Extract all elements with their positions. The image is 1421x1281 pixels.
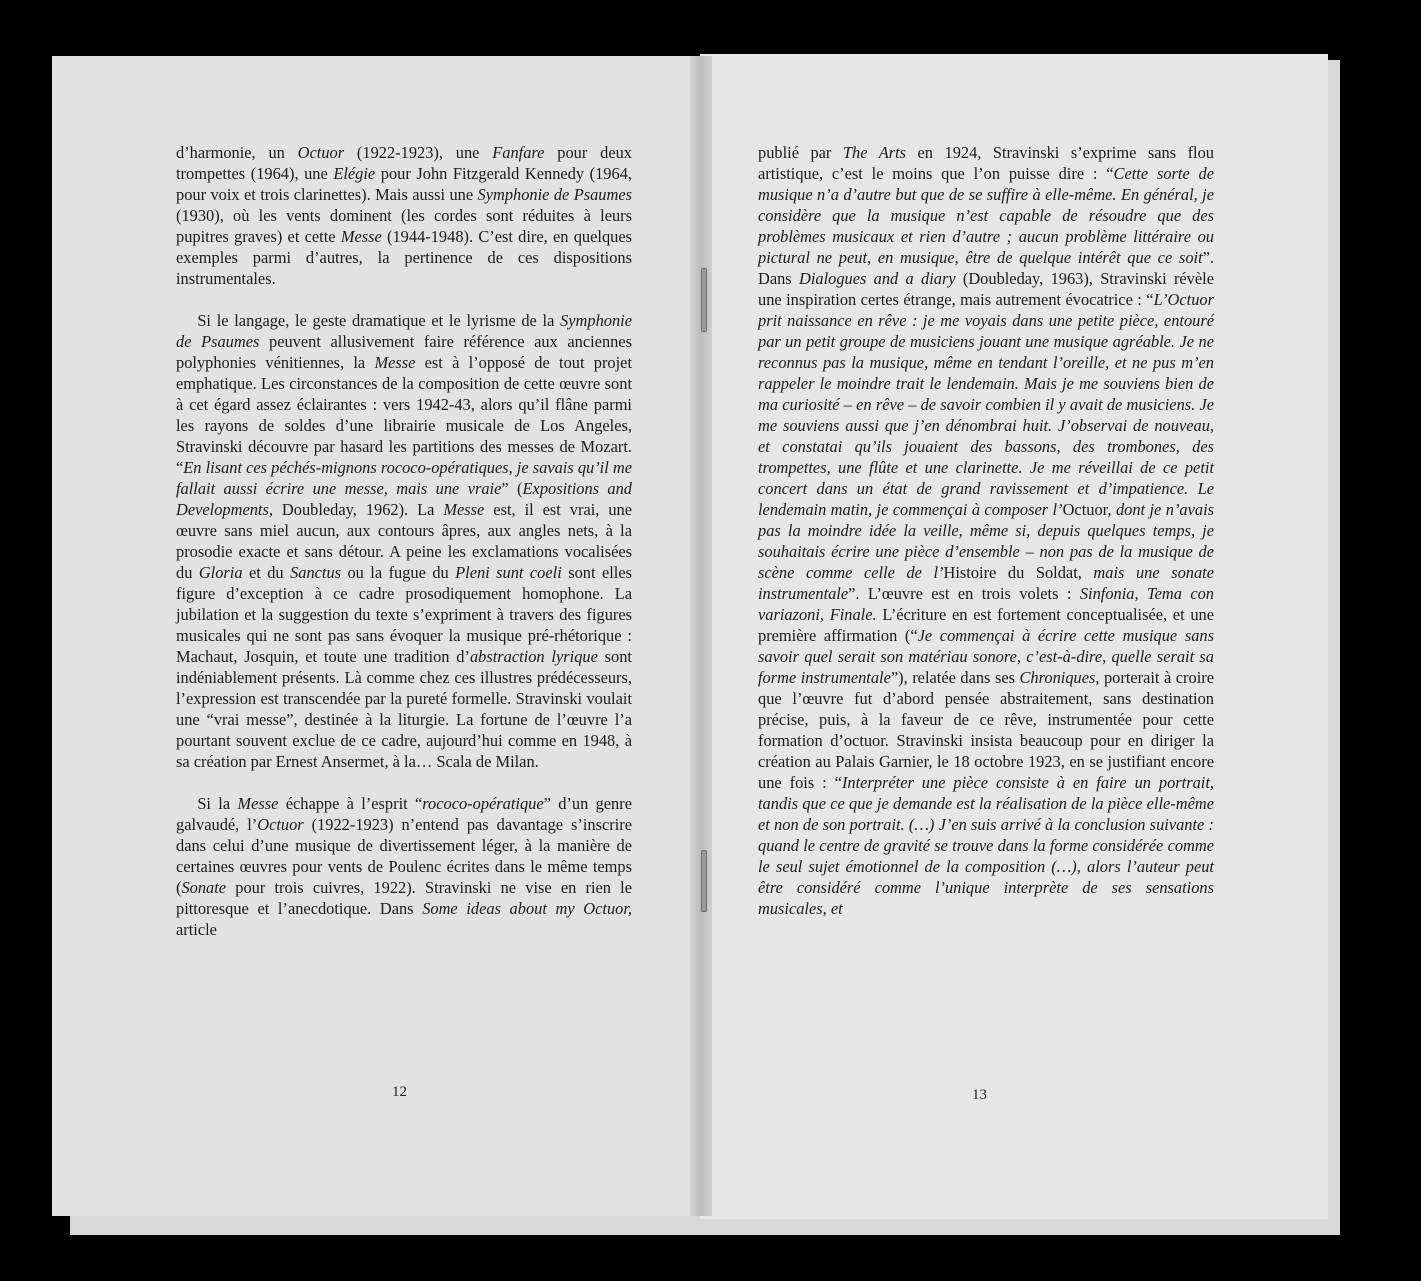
italic-run: abstraction lyrique (469, 647, 598, 666)
text-run: pour trois cuivres, 1922). Stravinski ne vise en rien le pittoresque et l’anecdotique. Dans (176, 878, 632, 918)
italic-run: Octuor (297, 143, 345, 162)
text-run: Si le langage, le geste dramatique et le lyrisme de la (197, 311, 561, 330)
italic-run: L’Octuor prit naissance en rêve : je me voyais dans une petite pièce, entouré par un petit groupe de musiciens jouant une musique agréable. Je ne reconnus pas la musique, même en tendant l’oreille, et ne pus m’en rappeler le moindre trait le lendemain. Mais je me souviens bien de ma curiosité – en rêve – de savoir combien il y avait de musiciens. Je me souviens aussi que j’en dénombrai huit. J’observai de nouveau, et constatai qu’ils jouaient des bassons, des trombones, des trompettes, une flûte et une clarinette. Je me réveillai de ce petit concert dans un état de grand ravissement et d’impatience. Le lendemain matin, je commençai à composer l’ (758, 290, 1214, 519)
text-run: (Doubleday, 1963), Stravinski révèle une inspiration certes étrange, mais autrement évocatrice : “ (758, 269, 1214, 309)
text-run: est, il est vrai, une œuvre sans miel aucun, aux contours âpres, aux angles nets, à la prosodie exacte et sans détour. A peine les exclamations vocalisées du (176, 500, 633, 582)
text-run: (1930), où les vents dominent (les cordes sont réduites à leurs pupitres graves) et cette (176, 206, 632, 246)
text-run: L’écriture en est fortement conceptualisée, et une première affirmation (“ (758, 605, 1214, 645)
italic-run: Sanctus (290, 563, 342, 582)
text-run: ” ( (501, 479, 523, 498)
right-paragraph-1 (758, 142, 1214, 919)
italic-run: Some ideas about my Octuor, (422, 899, 632, 918)
italic-run: Messe (374, 353, 416, 372)
left-page-text (176, 142, 632, 940)
italic-run: Chroniques, (1019, 668, 1100, 687)
text-run: Histoire du Soldat, (943, 563, 1082, 582)
text-run: et du (242, 563, 291, 582)
text-run: Octuor, (1062, 500, 1112, 519)
text-run: (1922-1923) n’entend pas davantage s’inscrire dans celui d’une musique de divertissement léger, à la manière de certaines œuvres pour vents de Poulenc écrites dans le même temps ( (176, 815, 632, 897)
text-run: sont indéniablement présents. Là comme chez ces illustres prédécesseurs, l’expression est transcendée par la pureté formelle. Stravinski voulait une “vrai messe”, destinée à la liturgie. La fortune de l’œuvre l’a pourtant souvent exclue de ce cadre, aujourd’hui comme en 1948, à sa création par Ernest Ansermet, à la… Scala de Milan. (176, 647, 632, 771)
italic-run: Gloria (198, 563, 243, 582)
text-run: ”), relatée dans ses (890, 668, 1020, 687)
italic-run: Cette sorte de musique n’a d’autre but que de se suffire à elle-même. En général, je considère que la musique n’est capable de résoudre que des problèmes musicaux et rien d’autre ; aucun problème littéraire ou pictural ne peut, en musique, être de quelque intérêt que ce soit (758, 164, 1214, 267)
left-paragraph-3 (176, 793, 632, 940)
text-run: ”. L’œuvre est en trois volets : (848, 584, 1080, 603)
text-run: (1922-1923), une (344, 143, 493, 162)
text-run: pour deux trompettes (1964), une (176, 143, 633, 183)
italic-run: Dialogues and a diary (798, 269, 956, 288)
text-run: échappe à l’esprit “ (278, 794, 423, 813)
italic-run: rococo-opératique (422, 794, 544, 813)
italic-run: mais une sonate instrumentale (758, 563, 1214, 603)
italic-run: En lisant ces péchés-mignons rococo-opératiques, je savais qu’il me fallait aussi écrire une messe, mais une vraie (176, 458, 632, 498)
italic-run: Sinfonia, Tema con variazoni, Finale. (758, 584, 1215, 624)
italic-run: Interpréter une pièce consiste à en faire un portrait, tandis que ce que je demande est la réalisation de la pièce elle-même et non de son portrait. (…) J’en suis arrivé à la conclusion suivante : quand le centre de gravité se trouve dans la forme considérée comme le seul sujet émotionnel de la composition (…), alors l’auteur peut être considéré comme l’unique interprète de ses sensations musicales, et (758, 773, 1215, 918)
right-page-text (758, 142, 1214, 919)
italic-run: Symphonie de Psaumes (477, 185, 632, 204)
left-page (52, 56, 700, 1216)
book-gutter (690, 56, 712, 1216)
text-run: ”. Dans (758, 248, 1214, 288)
text-run: d’harmonie, un (176, 143, 298, 162)
left-paragraph-1 (176, 142, 632, 289)
italic-run: Pleni sunt coeli (455, 563, 562, 582)
italic-run: dont je n’avais pas la moindre idée la veille, même si, depuis quelques temps, je souhaitais écrire une pièce d’ensemble – non pas de la musique de scène comme celle de l’ (758, 500, 1214, 582)
italic-run: Messe (237, 794, 279, 813)
text-run: article (176, 920, 217, 939)
left-paragraph-2 (176, 310, 632, 772)
staple-bottom (701, 850, 707, 912)
text-run: est à l’opposé de tout projet emphatique. Les circonstances de la composition de cette œuvre sont à cet égard assez éclairantes : vers 1942-43, alors qu’il flâne parmi les rayons de soldes d’une librairie musicale de Los Angeles, Stravinski découvre par hasard les partitions des messes de Mozart. “ (176, 353, 632, 477)
staple-top (701, 268, 707, 332)
text-run: ” d’un genre galvaudé, l’ (176, 794, 632, 834)
text-run: Si la (197, 794, 238, 813)
italic-run: The Arts (842, 143, 907, 162)
italic-run: Je commençai à écrire cette musique sans savoir quel serait son matériau sonore, c’est-à-dire, quelle serait sa forme instrumentale (758, 626, 1214, 687)
italic-run: Octuor (257, 815, 304, 834)
italic-run: Sonate (181, 878, 227, 897)
text-run: porterait à croire que l’œuvre fut d’abord pensée abstraitement, sans destination précise, puis, à la faveur de ce rêve, instrumentée pour cette formation d’octuor. Stravinski insista beaucoup pour en diriger la création au Palais Garnier, le 18 octobre 1923, en se justifiant encore une fois : “ (758, 668, 1214, 792)
italic-run: Elégie (333, 164, 376, 183)
right-page (700, 54, 1328, 1219)
italic-run: Symphonie de Psaumes (176, 311, 632, 351)
text-run: sont elles figure d’exception à ce cadre prosodiquement homophone. La jubilation et la suggestion du texte s’expriment à travers des figures musicales qui ne sont pas sans évoquer la musique pré-rhétorique : Machaut, Josquin, et toute une tradition d’ (176, 563, 632, 666)
text-run: peuvent allusivement faire référence aux anciennes polyphonies vénitiennes, la (176, 332, 632, 372)
italic-run: Expositions and Developments, (176, 479, 633, 519)
text-run: ou la fugue du (341, 563, 456, 582)
right-page-number: 13 (972, 1087, 987, 1103)
italic-run: Messe (340, 227, 382, 246)
italic-run: Messe (443, 500, 485, 519)
text-run: Doubleday, 1962). La (272, 500, 444, 519)
italic-run: Fanfare (492, 143, 545, 162)
text-run: publié par (758, 143, 843, 162)
left-page-number: 12 (392, 1084, 407, 1100)
text-run: (1944-1948). C’est dire, en quelques exemples parmi d’autres, la pertinence de ces dispositions instrumentales. (176, 227, 632, 288)
text-run: pour John Fitzgerald Kennedy (1964, pour voix et trois clarinettes). Mais aussi une (176, 164, 632, 204)
text-run: en 1924, Stravinski s’exprime sans flou artistique, c’est le moins que l’on puisse dire : “ (758, 143, 1215, 183)
